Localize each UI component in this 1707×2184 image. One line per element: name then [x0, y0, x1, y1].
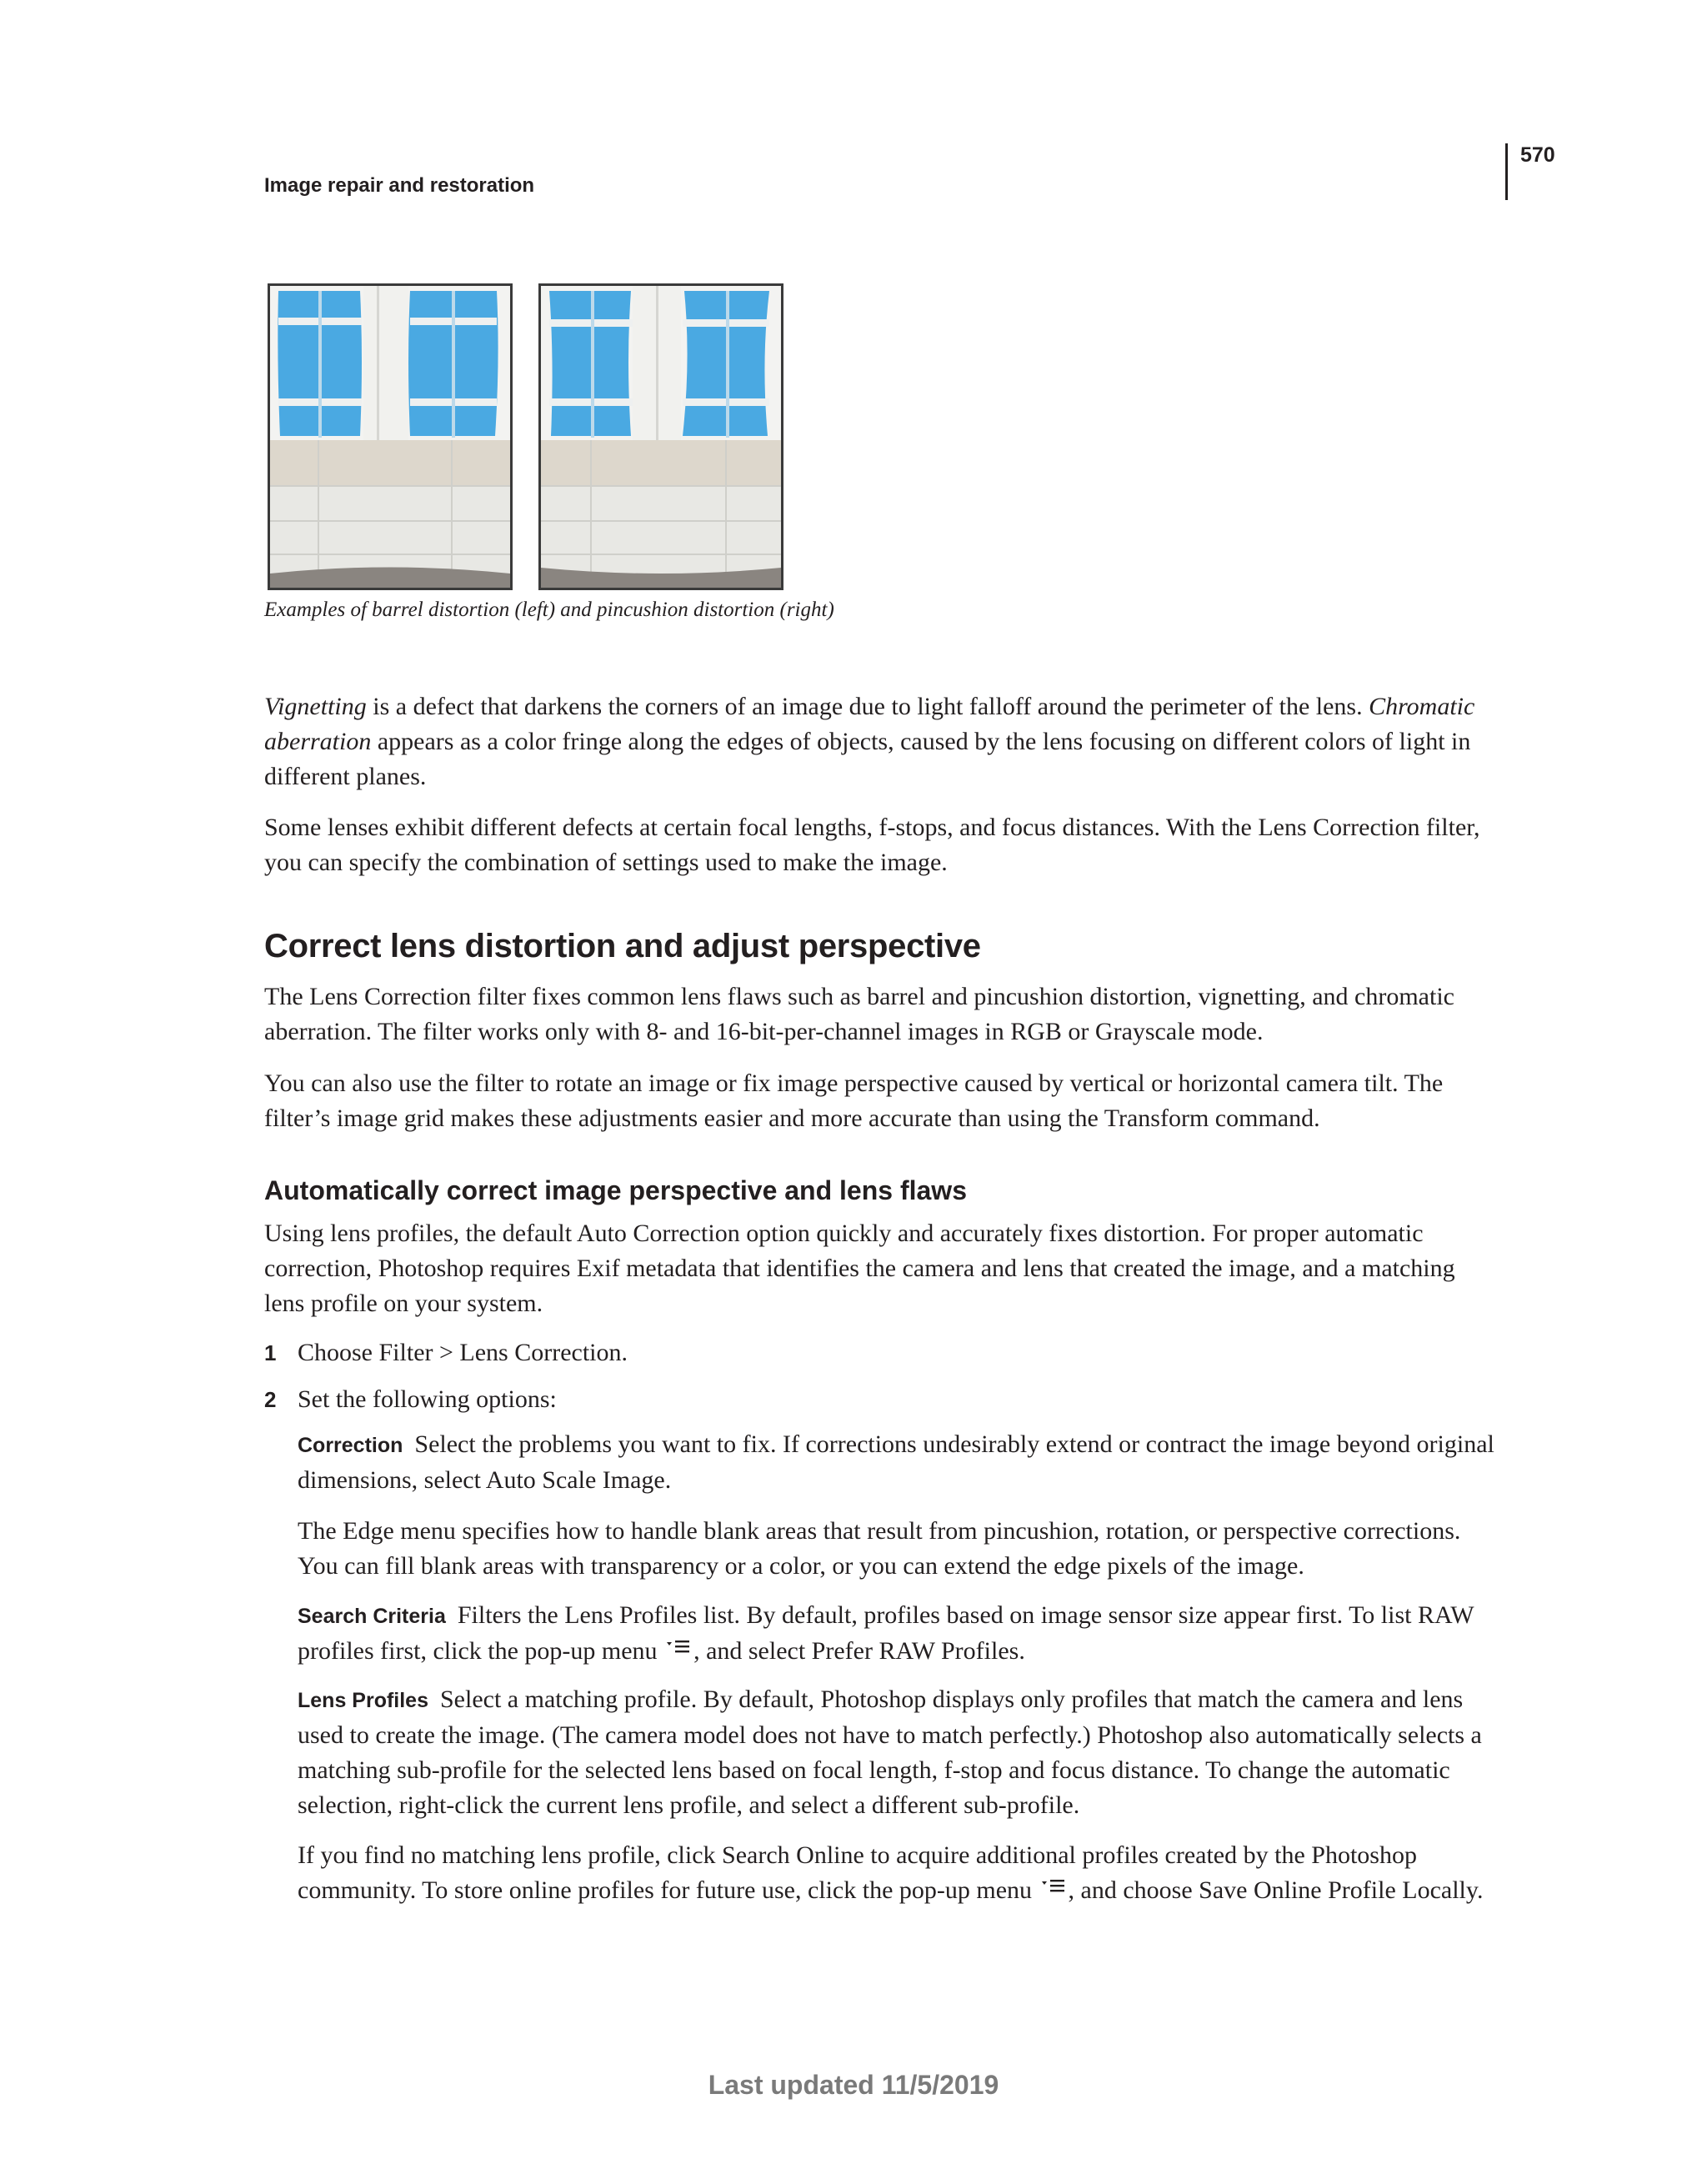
running-head: Image repair and restoration: [264, 174, 535, 197]
vignetting-term: Vignetting: [264, 693, 367, 720]
chromatic-aberration-text: appears as a color fringe along the edges of objects, caused by the lens focusing on different colors of light in different planes.: [264, 728, 1471, 790]
lens-profiles-term: Lens Profiles: [298, 1689, 428, 1712]
vignetting-text: is a defect that darkens the corners of an image due to light falloff around the perimeter of the lens.: [366, 693, 1369, 720]
option-edge: The Edge menu specifies how to handle blank areas that result from pincushion, rotation, or perspective corrections. You can fill blank areas with transparency or a color, or you can extend the edge pixels of the image.: [298, 1517, 1461, 1580]
figure-caption: Examples of barrel distortion (left) and pincushion distortion (right): [264, 599, 834, 621]
section-heading: Correct lens distortion and adjust perspective: [264, 928, 981, 964]
section-paragraph-1: The Lens Correction filter fixes common lens flaws such as barrel and pincushion distortion, vignetting, and chromatic aberration. The filter works only with 8- and 16-bit-per-channel images in RGB or Grayscale mode.: [264, 983, 1454, 1045]
search-online-text-end: , and choose Save Online Profile Locally.: [1068, 1876, 1484, 1904]
option-lens-profiles: [298, 1682, 1498, 1823]
header-divider: [1505, 143, 1508, 200]
popup-menu-icon[interactable]: [666, 1639, 691, 1657]
option-search-online: [298, 1838, 1498, 1908]
page-number: 570: [1520, 143, 1555, 167]
barrel-distortion-photo: [268, 283, 513, 590]
step-text-1: Choose Filter > Lens Correction.: [298, 1339, 628, 1366]
intro-paragraph-2: Some lenses exhibit different defects at certain focal lengths, f-stops, and focus distances. With the Lens Correction filter, you can specify the combination of settings used to make the image.: [264, 814, 1480, 876]
intro-paragraph-1: [264, 689, 1498, 794]
section-paragraph-2: You can also use the filter to rotate an image or fix image perspective caused by vertical or horizontal camera tilt. The filter’s image grid makes these adjustments easier and more accurate than using the Transform command.: [264, 1069, 1444, 1132]
search-criteria-term: Search Criteria: [298, 1605, 446, 1628]
option-correction: [298, 1427, 1498, 1498]
footer-last-updated: Last updated 11/5/2019: [708, 2070, 999, 2100]
step-number-2: 2: [264, 1387, 277, 1412]
search-criteria-text-end: , and select Prefer RAW Profiles.: [693, 1637, 1025, 1665]
pincushion-distortion-photo: [538, 283, 783, 590]
subsection-heading: Automatically correct image perspective and lens flaws: [264, 1175, 967, 1205]
correction-term: Correction: [298, 1434, 403, 1457]
subsection-paragraph-1: Using lens profiles, the default Auto Correction option quickly and accurately fixes distortion. For proper automatic correction, Photoshop requires Exif metadata that identifies the camera and lens that created the image, and a matching lens profile on your system.: [264, 1220, 1455, 1317]
search-criteria-text: Filters the Lens Profiles list. By default, profiles based on image sensor size appear first. To list RAW profiles first, click the pop-up menu: [298, 1601, 1474, 1665]
step-number-1: 1: [264, 1340, 277, 1365]
step-text-2: Set the following options:: [298, 1385, 557, 1413]
search-online-text: If you find no matching lens profile, click Search Online to acquire additional profiles created by the Photoshop community. To store online profiles for future use, click the pop-up menu: [298, 1841, 1417, 1904]
correction-text: Select the problems you want to fix. If corrections undesirably extend or contract the image beyond original dimensions, select Auto Scale Image.: [298, 1430, 1494, 1494]
chromatic-aberration-term: Chromatic aberration: [264, 693, 1475, 755]
lens-profiles-text: Select a matching profile. By default, Photoshop displays only profiles that match the camera and lens used to create the image. (The camera model does not have to match perfectly.) Photoshop also automatically selects a matching sub-profile for the selected lens based on focal length, f-stop and focus distance. To change the automatic selection, right-click the current lens profile, and select a different sub-profile.: [298, 1686, 1482, 1819]
option-search-criteria: [298, 1598, 1498, 1669]
popup-menu-icon[interactable]: [1041, 1878, 1066, 1896]
